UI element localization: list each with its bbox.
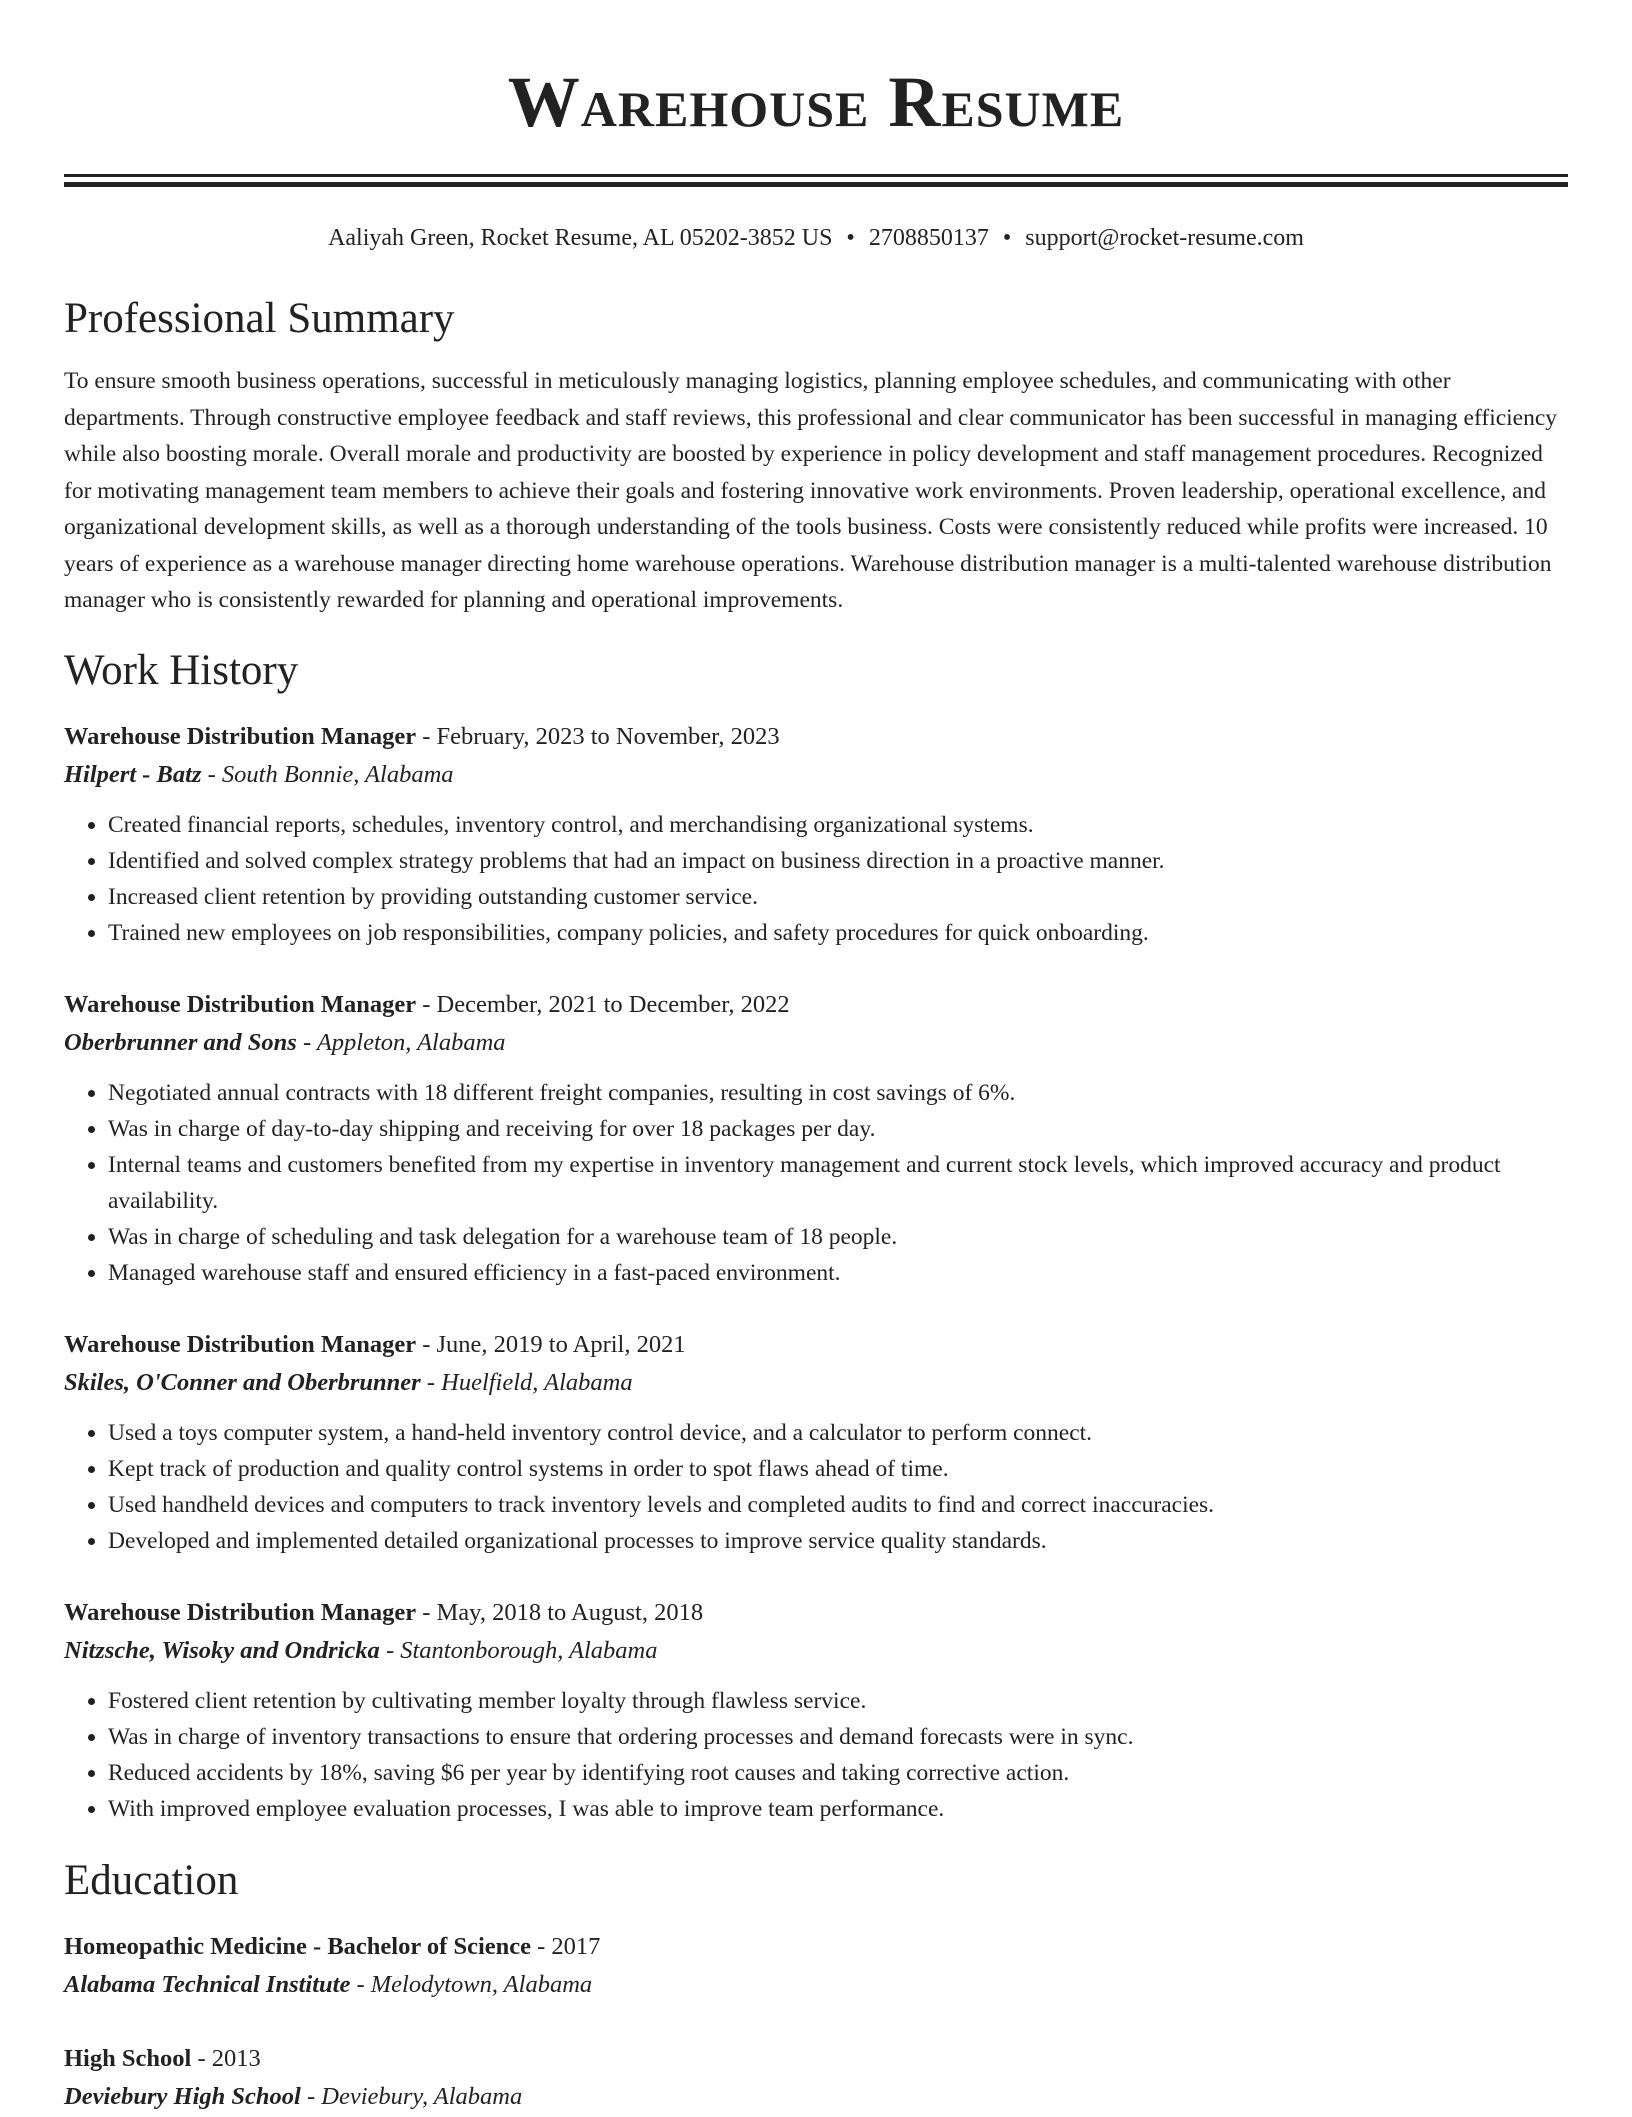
job-bullet: • Was in charge of inventory transactions to ensure that ordering processes and demand forecasts were in sync. xyxy=(108,1719,1568,1755)
job-bullet: • Developed and implemented detailed organizational processes to improve service quality standards. xyxy=(108,1523,1568,1559)
contact-address: Aaliyah Green, Rocket Resume, AL 05202-3852 US xyxy=(328,225,833,251)
education-school-line xyxy=(64,1965,1568,2005)
job-bullets xyxy=(64,1075,1568,1291)
job-entry xyxy=(64,719,1568,951)
contact-separator: • xyxy=(1002,225,1012,251)
job-company: Skiles, O'Conner and Oberbrunner xyxy=(64,1368,421,1396)
job-company-line xyxy=(64,1363,1568,1403)
job-title: Warehouse Distribution Manager xyxy=(64,990,417,1018)
contact-phone: 2708850137 xyxy=(868,225,989,251)
job-bullet: • Was in charge of day-to-day shipping and receiving for over 18 packages per day. xyxy=(108,1111,1568,1147)
job-bullet: • Fostered client retention by cultivating member loyalty through flawless service. xyxy=(108,1683,1568,1719)
job-entry xyxy=(64,1327,1568,1559)
education-entry xyxy=(64,2041,1568,2117)
education-year: 2017 xyxy=(551,1932,601,1960)
job-bullet: • Managed warehouse staff and ensured efficiency in a fast-paced environment. xyxy=(108,1255,1568,1291)
job-company: Nitzsche, Wisoky and Ondricka xyxy=(64,1636,380,1664)
job-dash: - xyxy=(416,1330,437,1358)
job-dash: - xyxy=(416,722,437,750)
education-dash: - xyxy=(191,2044,212,2072)
contact-line xyxy=(64,223,1568,253)
job-entry xyxy=(64,1595,1568,1827)
education-year: 2013 xyxy=(211,2044,261,2072)
job-company-line xyxy=(64,755,1568,795)
work-history-heading: Work History xyxy=(64,646,299,694)
job-dash: - xyxy=(416,1598,437,1626)
summary-heading: Professional Summary xyxy=(64,295,455,342)
resume-title: Warehouse Resume xyxy=(507,62,1125,142)
job-title: Warehouse Distribution Manager xyxy=(64,722,417,750)
job-bullet: • Reduced accidents by 18%, saving $6 per year by identifying root causes and taking corrective action. xyxy=(108,1755,1568,1791)
job-bullet: • Created financial reports, schedules, inventory control, and merchandising organizational systems. xyxy=(108,807,1568,843)
education-dash: - xyxy=(350,1970,371,1998)
job-bullets xyxy=(64,807,1568,951)
job-location: Appleton, Alabama xyxy=(316,1028,506,1056)
job-dash: - xyxy=(420,1368,442,1396)
education-school: Alabama Technical Institute xyxy=(64,1970,351,1998)
education-degree-line xyxy=(64,2041,1568,2077)
job-title-line xyxy=(64,719,1568,755)
education-heading: Education xyxy=(64,1856,239,1904)
job-bullet: • Negotiated annual contracts with 18 different freight companies, resulting in cost savings of 6%. xyxy=(108,1075,1568,1111)
job-bullet: • Kept track of production and quality control systems in order to spot flaws ahead of time. xyxy=(108,1451,1568,1487)
education-dash: - xyxy=(300,2082,322,2110)
contact-email[interactable]: support@rocket-resume.com xyxy=(1025,225,1304,251)
job-dash: - xyxy=(296,1028,317,1056)
job-bullet: • Used a toys computer system, a hand-held inventory control device, and a calculator to perform connect. xyxy=(108,1415,1568,1451)
job-company: Oberbrunner and Sons xyxy=(64,1028,297,1056)
education-dash: - xyxy=(531,1932,552,1960)
job-title-line xyxy=(64,987,1568,1023)
job-title: Warehouse Distribution Manager xyxy=(64,1598,417,1626)
job-title: Warehouse Distribution Manager xyxy=(64,1330,417,1358)
job-bullet: • Used handheld devices and computers to track inventory levels and completed audits to find and correct inaccuracies. xyxy=(108,1487,1568,1523)
education-degree: High School xyxy=(64,2044,192,2072)
education-location: Deviebury, Alabama xyxy=(321,2082,523,2110)
job-dates: December, 2021 to December, 2022 xyxy=(436,990,790,1018)
job-title-line xyxy=(64,1595,1568,1631)
job-dash: - xyxy=(379,1636,401,1664)
job-bullet: • With improved employee evaluation processes, I was able to improve team performance. xyxy=(108,1791,1568,1827)
summary-text: To ensure smooth business operations, successful in meticulously managing logistics, planning employee schedules, and communicating with other departments. Through constructive employee feedback and staff reviews, this professional and clear communicator has been successful in managing efficiency while also boosting morale. Overall morale and productivity are boosted by experience in policy development and staff management procedures. Recognized for motivating management team members to achieve their goals and fostering innovative work environments. Proven leadership, operational excellence, and organizational development skills, as well as a thorough understanding of the tools business. Costs were consistently reduced while profits were increased. 10 years of experience as a warehouse manager directing home warehouse operations. Warehouse distribution manager is a multi-talented warehouse distribution manager who is consistently rewarded for planning and operational improvements. xyxy=(64,368,1558,613)
job-bullet: • Was in charge of scheduling and task delegation for a warehouse team of 18 people. xyxy=(108,1219,1568,1255)
job-bullet: • Trained new employees on job responsibilities, company policies, and safety procedures for quick onboarding. xyxy=(108,915,1568,951)
job-bullet: • Identified and solved complex strategy problems that had an impact on business direction in a proactive manner. xyxy=(108,843,1568,879)
job-dash: - xyxy=(201,760,222,788)
job-location: Huelfield, Alabama xyxy=(441,1368,633,1396)
resume-page xyxy=(64,0,1568,2117)
education-entry xyxy=(64,1929,1568,2005)
education-school: Deviebury High School xyxy=(64,2082,301,2110)
title-rule-bottom xyxy=(64,182,1568,187)
title-rule-top xyxy=(64,174,1568,177)
job-entry xyxy=(64,987,1568,1291)
education-degree-line xyxy=(64,1929,1568,1965)
job-dates: June, 2019 to April, 2021 xyxy=(436,1330,686,1358)
job-dash: - xyxy=(416,990,437,1018)
education-school-line xyxy=(64,2077,1568,2117)
job-company-line xyxy=(64,1631,1568,1671)
job-title-line xyxy=(64,1327,1568,1363)
job-company: Hilpert - Batz xyxy=(64,760,202,788)
education-degree: Homeopathic Medicine - Bachelor of Science xyxy=(64,1932,531,1960)
job-location: Stantonborough, Alabama xyxy=(400,1636,658,1664)
job-dates: February, 2023 to November, 2023 xyxy=(436,722,780,750)
job-dates: May, 2018 to August, 2018 xyxy=(436,1598,704,1626)
job-bullets xyxy=(64,1415,1568,1559)
job-company-line xyxy=(64,1023,1568,1063)
job-location: South Bonnie, Alabama xyxy=(221,760,454,788)
education-location: Melodytown, Alabama xyxy=(370,1970,593,1998)
job-bullet: • Internal teams and customers benefited from my expertise in inventory management and current stock levels, which improved accuracy and product availability. xyxy=(108,1147,1568,1219)
job-bullets xyxy=(64,1683,1568,1827)
job-bullet: • Increased client retention by providing outstanding customer service. xyxy=(108,879,1568,915)
contact-separator: • xyxy=(846,225,855,251)
